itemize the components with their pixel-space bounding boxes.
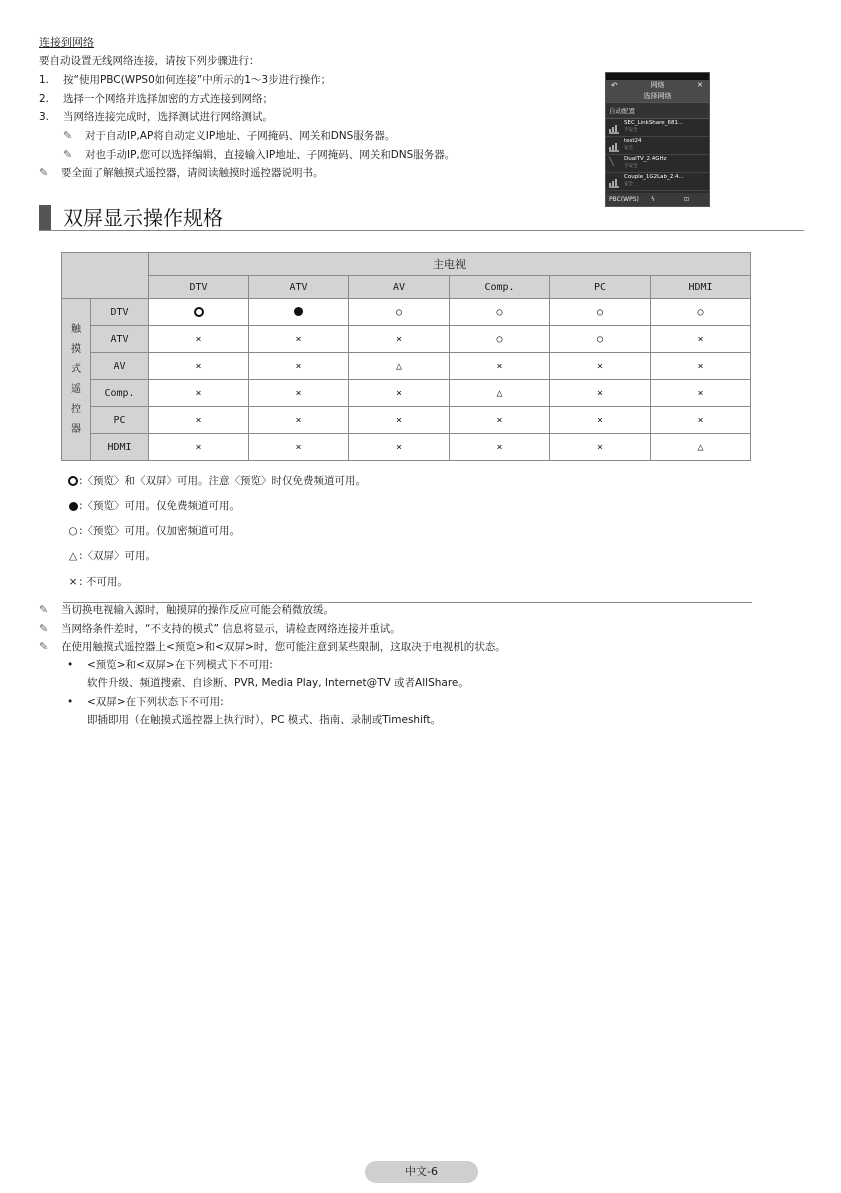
table-cell: × [651, 353, 751, 380]
legend-text: :〈预览〉可用。仅加密频道可用。 [79, 525, 241, 537]
table-cell: × [149, 326, 249, 353]
table-cell: × [450, 407, 550, 434]
network-status: 安全 [624, 182, 633, 187]
phone-auto-config: 自动配置 [606, 102, 709, 119]
legend-item [67, 523, 240, 538]
wifi-off-icon: ╲ [609, 157, 614, 166]
pencil-note-icon: ✎ [39, 603, 49, 616]
phone-title: 网络 [650, 81, 665, 89]
legend-mark [67, 500, 79, 512]
phone-network-screenshot [605, 72, 710, 207]
table-body [62, 299, 751, 461]
table-cell: × [550, 434, 651, 461]
row-header: Comp. [91, 380, 149, 407]
table-cell: × [249, 380, 349, 407]
table-row [62, 299, 751, 326]
table-corner [62, 253, 149, 299]
table-cell: × [450, 353, 550, 380]
legend-item [67, 473, 366, 488]
wifi-signal-icon [609, 177, 619, 188]
row-header: DTV [91, 299, 149, 326]
column-header-row [62, 276, 751, 299]
table-cell: × [651, 407, 751, 434]
column-header: PC [550, 276, 651, 299]
step-text: 当网络连接完成时，选择测试进行网络测试。 [63, 111, 273, 123]
column-header: DTV [149, 276, 249, 299]
remote-label-char: 控 [71, 403, 81, 415]
pencil-note-icon: ✎ [63, 129, 73, 142]
heading-bar [39, 205, 51, 230]
step-number: 1. [39, 74, 50, 86]
remote-label-char: 器 [71, 423, 81, 435]
row-header: HDMI [91, 434, 149, 461]
table-cell: × [550, 353, 651, 380]
table-cell: △ [349, 353, 450, 380]
table-cell: × [349, 407, 450, 434]
row-header: PC [91, 407, 149, 434]
table-cell: × [651, 380, 751, 407]
table-cell: × [450, 434, 550, 461]
network-item [606, 119, 709, 137]
step-text: 选择一个网络并选择加密的方式连接到网络； [63, 93, 273, 105]
page-number: 中文-6 [365, 1161, 478, 1183]
table-row [62, 380, 751, 407]
table-cell: × [149, 353, 249, 380]
note-text: 在使用触摸式遥控器上<预览>和<双屏>时，您可能注意到某些限制，这取决于电视机的状态。 [61, 641, 506, 653]
refresh-icon: ϟ [651, 196, 655, 203]
section-note [39, 163, 324, 183]
column-header: ATV [249, 276, 349, 299]
row-header: ATV [91, 326, 149, 353]
subnote-text: 对于自动IP,AP将自动定义IP地址、子网掩码、网关和DNS服务器。 [85, 130, 396, 142]
subnote-1 [63, 126, 395, 146]
step-2 [39, 90, 273, 109]
table-cell: ○ [651, 299, 751, 326]
column-header: HDMI [651, 276, 751, 299]
legend-item [67, 574, 128, 589]
pencil-note-icon: ✎ [63, 148, 73, 161]
phone-header [606, 80, 709, 102]
remote-side-label [62, 299, 91, 461]
network-item [606, 155, 709, 173]
legend-text: :〈预览〉和〈双屏〉可用。注意〈预览〉时仅免费频道可用。 [79, 475, 367, 487]
table-cell: × [550, 407, 651, 434]
table-cell: × [249, 407, 349, 434]
note-text: 当网络条件差时，“不支持的模式” 信息将显示，请检查网络连接并重试。 [61, 623, 401, 635]
bullet-2-detail: 即插即用（在触摸式遥控器上执行时），PC 模式、指南、录制或Timeshift。 [87, 714, 442, 726]
table-cell: × [249, 326, 349, 353]
step-1 [39, 71, 331, 90]
subnote-2 [63, 145, 455, 165]
network-name: SEC_LinkShare_681... [624, 120, 684, 126]
column-header: Comp. [450, 276, 550, 299]
bullet-1 [63, 656, 273, 675]
table-cell: × [149, 407, 249, 434]
table-cell: × [349, 434, 450, 461]
network-item [606, 137, 709, 155]
step-text: 按“使用PBC(WPS0如何连接”中所示的1～3步进行操作； [63, 74, 332, 86]
remote-label-char: 遥 [71, 383, 81, 395]
bullet-text: <预览>和<双屏>在下列模式下不可用: [87, 659, 273, 671]
table-cell: △ [450, 380, 550, 407]
screen-icon: ⊡ [684, 196, 690, 203]
table-row [62, 353, 751, 380]
legend-mark [67, 475, 79, 487]
dual-view-table [61, 252, 751, 461]
table-cell: ○ [349, 299, 450, 326]
network-status: 不安全 [624, 164, 638, 169]
note-1 [39, 600, 334, 620]
table-cell: × [149, 380, 249, 407]
table-row [62, 434, 751, 461]
ring-bold-icon [68, 476, 78, 486]
network-name: test24 [624, 138, 642, 144]
pencil-note-icon: ✎ [39, 622, 49, 635]
phone-subtitle: 选择网络 [643, 92, 672, 100]
bullet-dot-icon: • [67, 696, 74, 708]
table-cell: ○ [550, 299, 651, 326]
legend-mark: × [68, 576, 78, 588]
heading-text: 双屏显示操作规格 [63, 206, 223, 230]
legend-mark: △ [68, 550, 78, 562]
bullet-dot-icon: • [67, 659, 74, 671]
table-cell [149, 299, 249, 326]
table-cell: × [651, 326, 751, 353]
legend-text: : 不可用。 [79, 576, 128, 588]
table-cell: ○ [450, 299, 550, 326]
legend-text: :〈双屏〉可用。 [79, 550, 157, 562]
network-name: DualTV_2.4GHz [624, 156, 667, 162]
pencil-note-icon: ✎ [39, 166, 49, 179]
table-cell [249, 299, 349, 326]
note-3 [39, 637, 506, 657]
pbc-label: PBC(WPS) [609, 196, 639, 203]
bullet-1-detail: 软件升级、频道搜索、自诊断、PVR, Media Play, Internet@TV 或者AllShare。 [87, 677, 469, 689]
table-cell: × [249, 434, 349, 461]
remote-label-char: 式 [71, 363, 81, 375]
wifi-signal-icon [609, 141, 619, 152]
table-cell: × [249, 353, 349, 380]
table-cell: ○ [550, 326, 651, 353]
back-icon: ↶ [611, 81, 618, 90]
step-number: 3. [39, 111, 50, 123]
heading [39, 202, 804, 231]
main-tv-header: 主电视 [149, 253, 751, 276]
table-row [62, 407, 751, 434]
network-status: 安全 [624, 146, 633, 151]
legend-item [67, 498, 240, 513]
network-item [606, 173, 709, 191]
row-header: AV [91, 353, 149, 380]
table-row [62, 326, 751, 353]
filled-circle-icon [69, 502, 78, 511]
legend-item [67, 548, 156, 563]
network-status: 不安全 [624, 128, 638, 133]
bullet-text: <双屏>在下列状态下不可用: [87, 696, 224, 708]
column-header: AV [349, 276, 450, 299]
step-3 [39, 108, 273, 127]
filled-circle-icon [294, 307, 303, 316]
section-title: 连接到网络 [39, 36, 94, 49]
wifi-signal-icon [609, 123, 619, 134]
bullet-2 [63, 693, 224, 712]
table-cell: × [349, 380, 450, 407]
close-icon: ✕ [697, 81, 703, 89]
legend-mark: ○ [68, 525, 78, 537]
network-name: Couple_1G2Lab_2.4... [624, 174, 684, 180]
table-cell: △ [651, 434, 751, 461]
note-text: 当切换电视输入源时，触摸屏的操作反应可能会稍微放缓。 [61, 604, 334, 616]
table-cell: × [149, 434, 249, 461]
note-text: 要全面了解触摸式遥控器，请阅读触摸时遥控器说明书。 [61, 167, 324, 179]
intro-text: 要自动设置无线网络连接，请按下列步骤进行： [39, 55, 260, 67]
note-2 [39, 619, 401, 639]
step-number: 2. [39, 93, 50, 105]
table-cell: ○ [450, 326, 550, 353]
remote-label-char: 摸 [71, 343, 81, 355]
table-cell: × [550, 380, 651, 407]
subnote-text: 对也手动IP,您可以选择编辑，直接输入IP地址、子网掩码、网关和DNS服务器。 [85, 149, 456, 161]
remote-label-char: 触 [71, 323, 81, 335]
legend-text: :〈预览〉可用。仅免费频道可用。 [79, 500, 241, 512]
table-cell: × [349, 326, 450, 353]
ring-bold-icon [194, 307, 204, 317]
phone-status-bar [606, 73, 709, 80]
pencil-note-icon: ✎ [39, 640, 49, 653]
